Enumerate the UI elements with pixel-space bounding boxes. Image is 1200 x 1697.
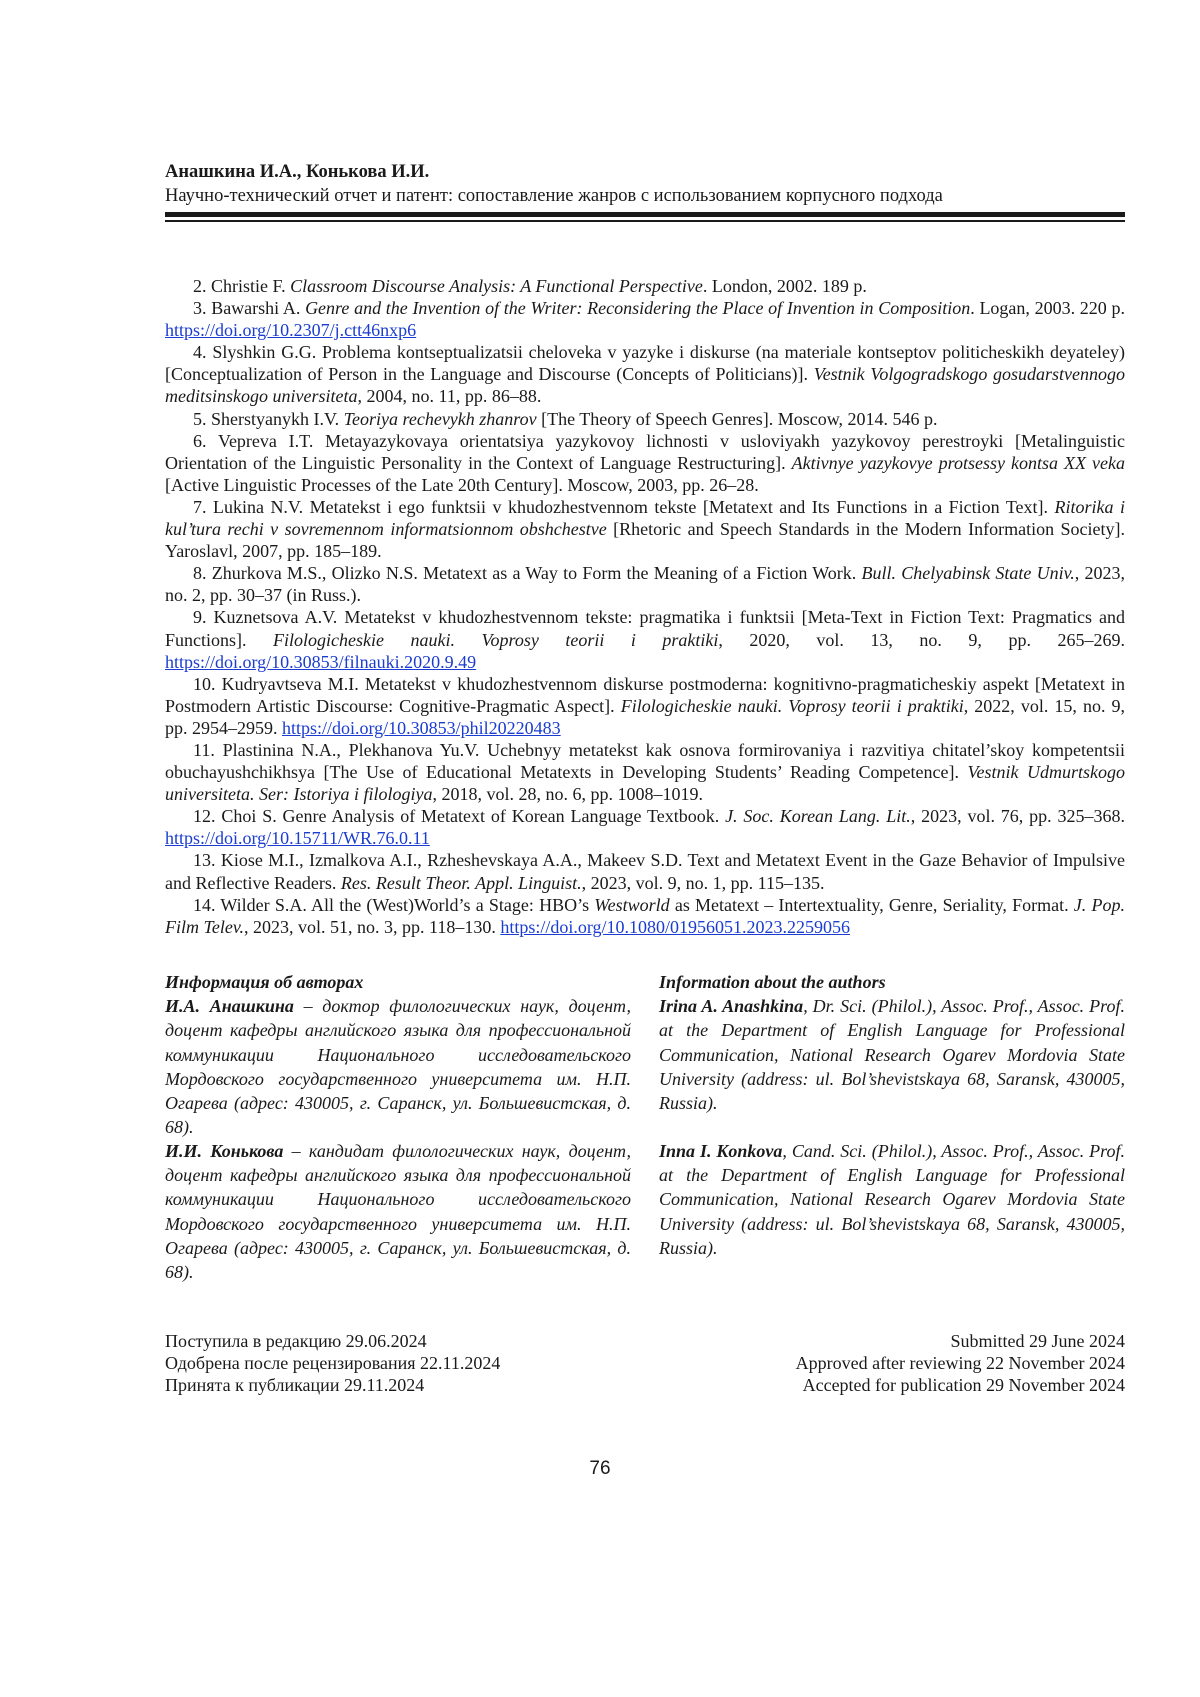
reference-title: Classroom Discourse Analysis: A Functional Perspective [290,276,703,296]
reference-text: . Logan, 2003. 220 p. [970,298,1125,319]
reference-title: Genre and the Invention of the Writer: Reconsidering the Place of Invention in Composition [305,298,971,319]
reference-text: 7. Lukina N.V. Metatekst i ego funktsii v khudozhestvennom tekste [Metatext and Its Functions in a Fiction Text]. [193,496,1055,517]
author-name: И.А. Анашкина [165,996,294,1017]
authors-info-ru [165,970,631,1139]
reference-text: [Rhetoric and Speech Standards in the Modern Information Society]. Yaroslavl, 2007, pp. 185–189. [165,519,1125,562]
reference-text: . London, 2002. 189 p. [702,276,867,296]
header-title: Научно-технический отчет и патент: сопоставление жанров с использованием корпусного подхода [165,186,943,206]
reference-text: 6. Vepreva I.T. Metayazykovaya orientatsiya yazykovoy lichnosti v usloviyakh yazykovoy perestroyki [Metalinguistic Orientation of the Linguistic Personality in the Context of Language Restructuring]. [165,430,1125,473]
reference-text: , 2023, vol. 51, no. 3, pp. 118–130. [244,916,501,937]
header-rule-thick [165,212,1125,217]
reference-text: , 2023, vol. 9, no. 1, pp. 115–135. [581,872,825,893]
doi-link[interactable]: https://doi.org/10.1080/01956051.2023.2259056 [500,916,851,937]
reference-title: J. Soc. Korean Lang. Lit. [725,806,911,827]
author-2-en [659,1139,1125,1260]
date-approved-en: Approved after reviewing 22 November 2024 [795,1353,1125,1374]
reference-item [165,408,1125,430]
reference-text: 9. Kuznetsova A.V. Metatekst v khudozhestvennom tekste: pragmatika i funktsii [Meta-Text in Fiction Text: Pragmatics and Functions]. [165,607,1125,650]
author-bio: , Dr. Sci. (Philol.), Assoc. Prof., Assoc. Prof. at the Department of English Language for Professional Communication, National Research Ogarev Mordovia State University (address: ul. Bol’shevistskaya 68, Saransk, 430005, Russia). [659,996,1125,1114]
dates-ru [165,1330,500,1397]
reference-title: Filologicheskie nauki. Voprosy teorii i praktiki [620,695,964,716]
reference-title: Filologicheskie nauki. Voprosy teorii i praktiki [273,629,719,650]
doi-link[interactable]: https://doi.org/10.30853/phil20220483 [282,717,561,738]
reference-item [165,275,1125,297]
reference-item [165,430,1125,496]
reference-text: [Active Linguistic Processes of the Late 20th Century]. Moscow, 2003, pp. 26–28. [165,474,759,495]
reference-text: 2. Christie F. [193,276,291,296]
reference-item [165,673,1125,739]
reference-title: Res. Result Theor. Appl. Linguist. [340,872,582,893]
authors-info-en [659,970,1125,1115]
reference-list [165,275,1125,938]
reference-text: 8. Zhurkova M.S., Olizko N.S. Metatext as a Way to Form the Meaning of a Fiction Work. [193,563,862,584]
dates-en [796,1330,1125,1397]
reference-text: 12. Choi S. Genre Analysis of Metatext of Korean Language Textbook. [193,806,726,827]
reference-item [165,562,1125,606]
reference-title: Ritorika i kul’tura rechi v sovremennom informatsionnom obshchestve [165,496,1126,540]
date-submitted-ru: Поступила в редакцию 29.06.2024 [165,1331,427,1351]
reference-item [165,297,1125,341]
reference-text: , 2023, no. 2, pp. 30–37 (in Russ.). [165,563,1126,606]
reference-text: 5. Sherstyanykh I.V. [193,408,344,429]
reference-title: Vestnik Volgogradskogo gosudarstvennogo meditsinskogo universiteta [165,364,1126,407]
date-approved-ru: Одобрена после рецензирования 22.11.2024 [165,1353,501,1374]
reference-item [165,496,1125,562]
header-authors: Анашкина И.А., Конькова И.И. [165,162,430,182]
reference-title: Bull. Chelyabinsk State Univ. [861,563,1075,584]
reference-text: , 2022, vol. 15, no. 9, pp. 2954–2959. [165,695,1125,738]
page-number: 76 [589,1458,611,1479]
authors-heading-en: Information about the authors [659,972,886,992]
doi-link[interactable]: https://doi.org/10.30853/filnauki.2020.9.49 [165,651,477,672]
author-name: Inna I. Konkova [659,1141,783,1161]
reference-title: Westworld [594,894,670,915]
reference-text: , 2023, vol. 76, pp. 325–368. [910,806,1125,827]
authors-heading-ru: Информация об авторах [165,972,364,992]
reference-item [165,894,1125,938]
author-2-ru-block [165,1139,631,1284]
date-submitted-en: Submitted 29 June 2024 [950,1331,1125,1351]
author-name: Irina A. Anashkina [659,996,804,1017]
author-bio: , Cand. Sci. (Philol.), Assoc. Prof., Assoc. Prof. at the Department of English Language for Professional Communication, National Research Ogarev Mordovia State University (address: ul. Bol’shevistskaya 68, Saransk, 430005, Russia). [659,1141,1125,1258]
reference-text: 10. Kudryavtseva M.I. Metatekst v khudozhestvennom diskurse postmoderna: kognitivno-pragmaticheskiy aspekt [Metatext in Postmodern Artistic Discourse: Cognitive-Pragmatic Aspect]. [165,673,1125,716]
author-2-ru [165,1139,631,1284]
reference-text: 3. Bawarshi A. [193,298,306,319]
reference-text: , 2004, no. 11, pp. 86–88. [357,386,542,407]
running-header [165,160,1125,208]
reference-text: as Metatext – Intertextuality, Genre, Seriality, Format. [669,894,1074,915]
reference-item [165,341,1125,407]
author-bio: – кандидат филологических наук, доцент, доцент кафедры английского языка для профессиональной коммуникации Национального исследовательского Мордовского государственного университета им. Н.П. Огарева (адрес: 430005, г. Саранск, ул. Большевистская, д. 68). [165,1141,631,1283]
reference-item [165,606,1125,672]
author-1-en [659,994,1125,1115]
reference-item [165,805,1125,849]
reference-text: , 2020, vol. 13, no. 9, pp. 265–269. [718,629,1125,650]
reference-text: , 2018, vol. 28, no. 6, pp. 1008–1019. [432,784,703,805]
author-name: И.И. Конькова [165,1141,284,1161]
doi-link[interactable]: https://doi.org/10.15711/WR.76.0.11 [165,828,430,849]
header-rule-thin [165,220,1125,222]
date-accepted-en: Accepted for publication 29 November 2024 [802,1375,1125,1396]
reference-title: J. Pop. Film Telev. [165,894,1125,937]
reference-text: 4. Slyshkin G.G. Problema kontseptualizatsii cheloveka v yazyke i diskurse (na materiale kontseptov politicheskikh deyateley) [Conceptualization of Person in the Language and Discourse (Concepts of Politicians)]. [165,342,1125,385]
author-2-en-block [659,1139,1125,1260]
reference-text: [The Theory of Speech Genres]. Moscow, 2014. 546 p. [536,408,938,429]
reference-title: Aktivnye yazykovye protsessy kontsa XX veka [791,452,1125,473]
author-bio: – доктор филологических наук, доцент, доцент кафедры английского языка для профессиональной коммуникации Национального исследовательского Мордовского государственного университета им. Н.П. Огарева (адрес: 430005, г. Саранск, ул. Большевистская, д. 68). [165,996,631,1138]
doi-link[interactable]: https://doi.org/10.2307/j.ctt46nxp6 [165,320,417,341]
reference-item [165,739,1125,805]
reference-text: 14. Wilder S.A. All the (West)World’s a Stage: HBO’s [193,894,595,915]
reference-title: Teoriya rechevykh zhanrov [343,408,537,429]
reference-title: Vestnik Udmurtskogo universiteta. Ser: Istoriya i filologiya [165,762,1125,805]
reference-item [165,849,1125,893]
date-accepted-ru: Принята к публикации 29.11.2024 [165,1375,425,1396]
author-1-ru [165,994,631,1139]
reference-text: 11. Plastinina N.A., Plekhanova Yu.V. Uchebnyy metatekst kak osnova formirovaniya i razvitiya chitatel’skoy kompetentsii obuchayushchikhsya [The Use of Educational Metatexts in Developing Students’ Reading Competence]. [165,739,1125,783]
reference-text: 13. Kiose M.I., Izmalkova A.I., Rzheshevskaya A.A., Makeev S.D. Text and Metatext Event in the Gaze Behavior of Impulsive and Reflective Readers. [165,850,1125,893]
